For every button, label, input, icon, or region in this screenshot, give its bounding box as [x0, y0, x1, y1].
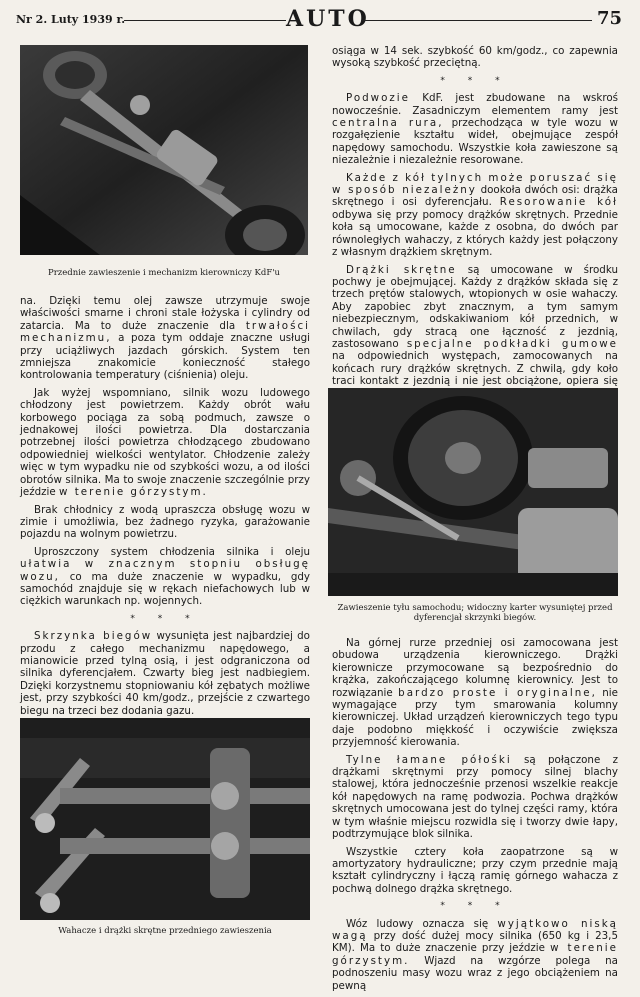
paragraph	[332, 918, 618, 992]
emphasis: bardzo proste i oryginalne,	[398, 686, 597, 699]
emphasis: w terenie górzystym.	[59, 486, 208, 499]
emphasis: wyjątkowo niską wagą	[332, 917, 618, 942]
wishbones-caption: Wahacze i drążki skrętne przedniego zawieszenia	[58, 926, 272, 936]
emphasis: Każde z kół tylnych może poruszać się w sposób niezależny	[332, 171, 618, 197]
front-suspension-photo	[20, 45, 308, 255]
paragraph	[332, 637, 618, 749]
paragraph: osiąga w 14 sek. szybkość 60 km/godz., co zapewnia wysoką szybkość przeciętną.	[332, 45, 618, 70]
text: nie wymagające przy tym smarowania kolumny kierowniczej. Układ urządzeń kierowniczych tego typu daje podobno miękkość i oczywiście zwiększa przyjemność kierowania.	[332, 686, 618, 749]
text: na. Dzięki temu olej zawsze utrzymuje swoje właściwości smarne i chroni stale łożyska i cylindry od zatarcia. Ma to duże znaczenie dla	[20, 295, 310, 332]
emphasis: specjalne podkładki gumowe	[406, 337, 618, 350]
text: KdF. jest zbudowane na wskroś nowocześnie. Zasadniczym elementem ramy jest	[332, 92, 618, 117]
paragraph	[332, 92, 618, 166]
emphasis: Drążki skrętne	[346, 263, 457, 276]
journal-title: AUTO	[286, 6, 370, 32]
emphasis: Podwozie	[346, 92, 411, 105]
header-rule-right	[362, 20, 592, 21]
text: wysunięta jest najbardziej do przodu z całego mechanizmu napędowego, a mianowicie przed tylną osią, i jest odgraniczona od silnika dyferencjałem. Czwarty bieg jest nadbiegiem. Dzięki korzystnemu stopniowaniu kół zębatych możliwe jest, przy szybkości 40 km/godz., przejście z czwartego biegu na trzeci bez dodania gazu.	[20, 630, 310, 717]
front-suspension-caption: Przednie zawieszenie i mechanizm kierowniczy KdF'u	[47, 268, 281, 278]
text: Wjazd na wzgórze polega na podnoszeniu masy wozu wraz z jego obciążeniem na pewną	[332, 954, 618, 992]
paragraph: Wszystkie cztery koła zaopatrzone są w amortyzatory hydrauliczne; przy czym przednie mają kształt cylindryczny i łączą ramię górnego wahacza z pochwą dolnego drążka skrętnego.	[332, 845, 618, 895]
text: przy dość dużej mocy silnika (650 kg i 23,5 KM). Ma to duże znaczenie przy jeździe	[332, 929, 618, 955]
text: odbywa się przy pomocy drążków skrętnych. Przednie koła są umocowane, każde z osobna, do dwóch par równoległych wahaczy, z których każdy jest połączony z własnym drążkiem skrętnym.	[332, 208, 618, 259]
emphasis: w terenie górzystym.	[332, 942, 618, 967]
paragraph	[20, 630, 310, 717]
emphasis: Skrzynka biegów	[34, 630, 153, 643]
text: a poza tym oddaje znaczne usługi przy uciążliwych jazdach górskich. System ten zmniejsza znakomicie konieczność stałego kontrolowania temperatury (ciśnienia) oleju.	[20, 332, 310, 382]
section-separator: * * *	[440, 75, 510, 86]
section-separator: * * *	[440, 901, 510, 912]
text: są umocowane w środku pochwy je obejmującej. Każdy z drążków składa się z trzech prętów stalowych, wtopionych w osie wahaczy. Aby zapobiec zbyt znacznym, a tym samym niebezpiecznym, odskakiwaniom kół przednich, w chwilach, gdy stracą one łączność z jezdnią, zastosowano	[332, 263, 618, 350]
emphasis: centralna rura,	[332, 117, 444, 130]
text: przechodząca w tyle wozu w rozgałęzienie kształtu wideł, obejmujące zespół napędowy samochodu. Wszystkie koła zawieszone są niezależnie i niezależnie resorowane.	[332, 117, 618, 167]
paragraph: Brak chłodnicy z wodą upraszcza obsługę wozu w zimie i umożliwia, bez żadnego ryzyka, garażowanie pojazdu na wolnym powietrzu.	[20, 503, 310, 541]
text: dookoła dwóch osi: drążka skrętnego i osi dyferencjału.	[332, 184, 618, 209]
paragraph	[20, 295, 310, 382]
issue-label: Nr 2. Luty 1939 r.	[16, 13, 126, 26]
right-column-bottom	[332, 637, 618, 997]
right-column-top	[332, 45, 618, 417]
paragraph	[20, 546, 310, 608]
page-number: 75	[596, 8, 622, 29]
text: Jak wyżej wspomniano, silnik wozu ludowego chłodzony jest powietrzem. Każdy obrót wału korbowego pociąga za sobą podmuch, zawsze o jednakowej ilości powietrza. Dla dostarczania potrzebnej ilości powietrza chłodzącego zbudowano odpowiedniej wielkości wentylator. Chłodzenie zależy więc w tym wypadku nie od szybkości wozu, a od ilości obrotów silnika. Ma to swoje znaczenie szczególnie przy jeździe	[20, 386, 310, 499]
emphasis: Resorowanie kół	[499, 196, 618, 209]
text: Uproszczony system chłodzenia silnika i oleju	[34, 545, 310, 558]
paragraph	[332, 754, 618, 841]
emphasis: ułatwia w znacznym stopniu obsługę wozu,	[20, 558, 310, 583]
page-header	[14, 6, 626, 30]
text: co ma duże znaczenie w wypadku, gdy samochód znajduje się w rękach niefachowych lub w ciężkich warunkach np. wojennych.	[20, 570, 310, 608]
header-rule-left	[124, 20, 286, 21]
rear-suspension-photo	[328, 388, 618, 596]
text: są połączone z drążkami skrętnymi przy pomocy silnej blachy stalowej, która jednocześnie przenosi wszelkie reakcje kół napędowych na ramę podwozia. Pochwa drążków skrętnych umocowana jest do tylnej części ramy, która w tym właśnie miejscu rozwidla się i tworzy dwie łapy, podtrzymujące blok silnika.	[332, 753, 618, 841]
left-column	[20, 295, 310, 739]
section-separator: * * *	[130, 613, 200, 624]
paragraph	[332, 172, 618, 259]
text: Na górnej rurze przedniej osi zamocowana jest obudowa urządzenia kierowniczego. Drążki kierownicze przymocowane są bezpośrednio do krążka, zakończającego kolumnę kierownicy. Jest to rozwiązanie	[332, 637, 618, 699]
wishbones-photo	[20, 718, 310, 920]
rear-suspension-caption: Zawieszenie tyłu samochodu; widoczny karter wysuniętej przed dyferencjał skrzynki biegów.	[337, 603, 613, 623]
text: na odpowiednich występach, zamocowanych na końcach rury drążków skrętnych. Z chwilą, gdy koło traci kontakt z jezdnią i nie jest obciążone, opiera się	[332, 350, 618, 388]
text: Wóz ludowy oznacza się	[346, 917, 489, 930]
emphasis: Tylne łamane półośki	[346, 753, 512, 766]
paragraph	[20, 387, 310, 499]
emphasis: trwałości mechanizmu,	[20, 319, 310, 345]
